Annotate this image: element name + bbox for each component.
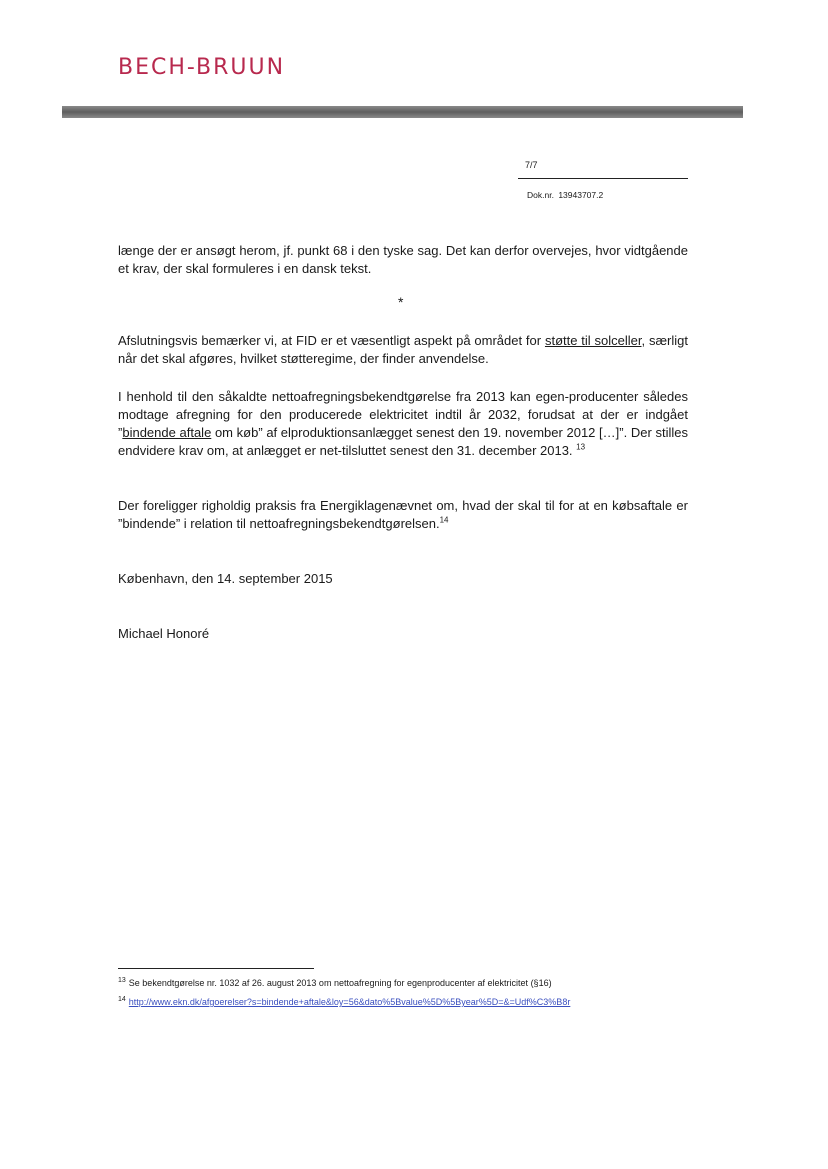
page-number: 7/7 <box>525 160 538 170</box>
document-number-label: Dok.nr. <box>527 190 554 200</box>
paragraph-3 <box>118 388 688 460</box>
paragraph-2-text-after: , særligt når det skal afgøres, hvilket støtteregime, der finder anvendelse. <box>118 333 688 366</box>
meta-divider <box>518 178 688 179</box>
footnote-ref-13[interactable]: 13 <box>576 442 586 452</box>
footnote-13 <box>118 977 552 988</box>
company-logo: BECH-BRUUN <box>118 55 286 80</box>
footnote-divider <box>118 968 314 969</box>
signature-name: Michael Honoré <box>118 626 210 641</box>
footnote-ref-14[interactable]: 14 <box>439 515 449 525</box>
paragraph-3-text-after: om køb” af elproduktionsanlægget senest den 19. november 2012 […]”. Der stilles endvidere krav om, at anlægget er net-tilsluttet senest den 31. december 2013. <box>118 425 688 458</box>
paragraph-2-text-before: Afslutningsvis bemærker vi, at FID er et væsentligt aspekt på området for <box>118 333 545 348</box>
paragraph-1: længe der er ansøgt herom, jf. punkt 68 i den tyske sag. Det kan derfor overvejes, hvor vidtgående et krav, der skal formuleres i en dansk tekst. <box>118 243 688 276</box>
footnote-14-url-link[interactable]: http://www.ekn.dk/afgoerelser?s=bindende+aftale&loy=56&dato%5Bvalue%5D%5Byear%5D=&=Udf%C3%B8r <box>128 997 571 1007</box>
footnote-13-number: 13 <box>118 977 126 984</box>
place-and-date: København, den 14. september 2015 <box>118 571 333 586</box>
footnote-14-number: 14 <box>118 996 126 1003</box>
paragraph-4-text: Der foreligger righoldig praksis fra Energiklagenævnet om, hvad der skal til for at en købsaftale er ”bindende” i relation til nettoafregningsbekendtgørelsen. <box>118 498 688 531</box>
paragraph-4 <box>118 497 688 533</box>
binding-agreement-link[interactable]: bindende aftale <box>122 425 212 440</box>
document-number-value: 13943707.2 <box>558 190 604 200</box>
paragraph-3-text-before: I henhold til den såkaldte nettoafregningsbekendtgørelse fra 2013 kan egen-producenter således modtage afregning for den producerede elektricitet indtil år 2032, forudsat at der er indgået ” <box>118 389 688 440</box>
solar-support-link[interactable]: støtte til solceller <box>544 333 642 348</box>
footnote-13-text: Se bekendtgørelse nr. 1032 af 26. august 2013 om nettoafregning for egenproducenter af elektricitet (§16) <box>128 978 552 988</box>
document-number <box>525 190 603 200</box>
header-divider-bar <box>62 106 743 118</box>
footnote-14 <box>118 996 570 1007</box>
section-separator: * <box>398 294 404 310</box>
paragraph-2 <box>118 332 688 368</box>
